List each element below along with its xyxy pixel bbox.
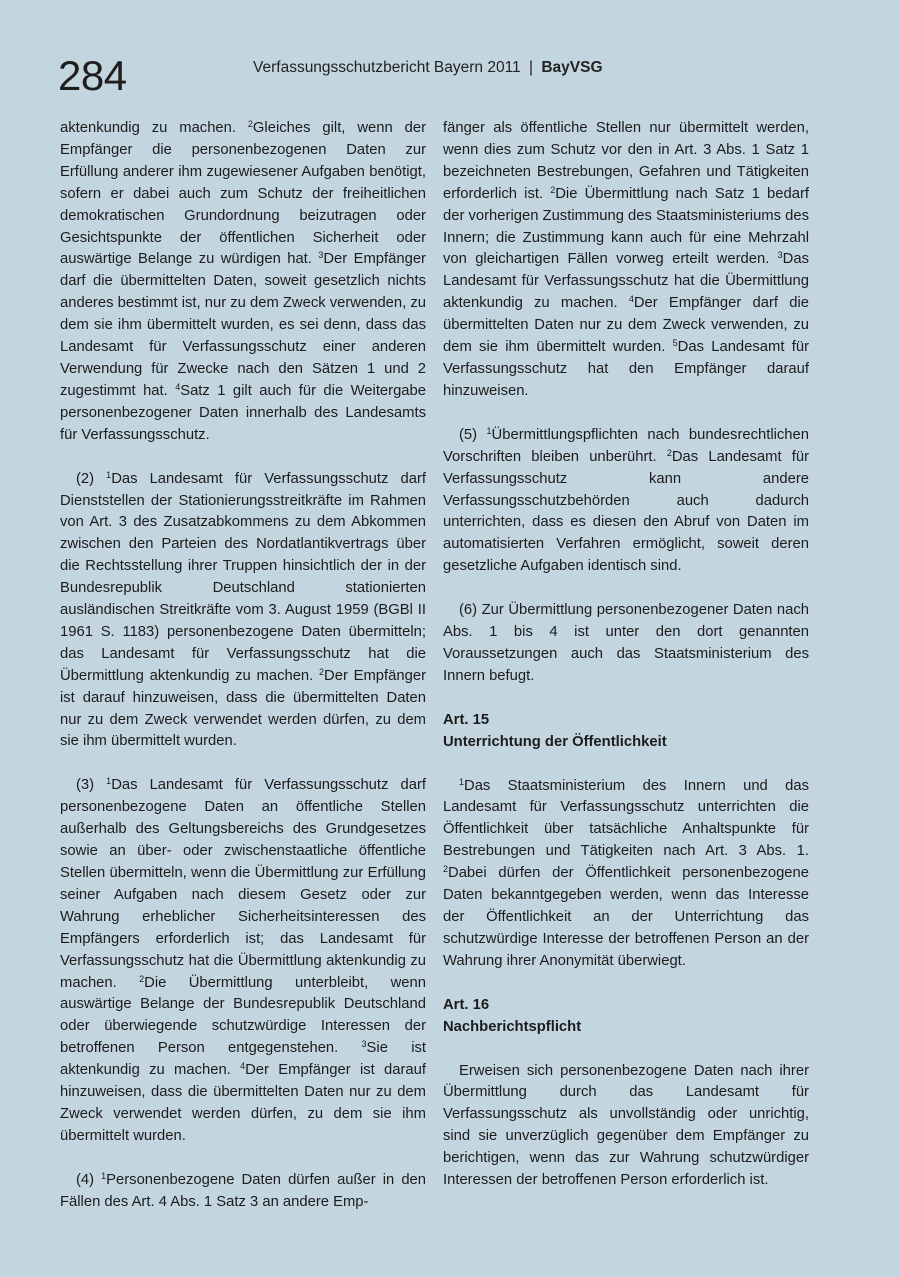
header-separator: |: [529, 59, 534, 76]
sentence-number: 1: [459, 776, 465, 787]
paragraph-text: (3): [76, 777, 107, 794]
sentence-number: 2: [550, 184, 556, 195]
paragraph: [443, 425, 809, 578]
paragraph-text: Der Empfänger ist darauf hinzuweisen, dass die übermittelten Daten nur zu dem Zweck verwendet werden dürfen, zu dem sie ihm übermittelt wurden.: [60, 667, 426, 750]
section-tag: BayVSG: [541, 59, 603, 76]
sentence-number: 1: [101, 1170, 107, 1181]
sentence-number: 3: [318, 250, 324, 261]
paragraph-text: Erweisen sich personenbezogene Daten nach ihrer Übermittlung durch das Landesamt für Verfassungsschutz als unvollständig oder unrichtig, sind sie unverzüglich gegenüber dem Empfänger zu berichtigen, wenn das zur Wahrung schutzwürdiger Interessen der betroffenen Person erforderlich ist.: [443, 1062, 809, 1189]
paragraph-text: Personenbezogene Daten dürfen außer in den Fällen des Art. 4 Abs. 1 Satz 3 an andere Emp-: [60, 1171, 427, 1210]
sentence-number: 2: [319, 666, 325, 677]
right-column: [443, 118, 809, 1214]
paragraph-text: Das Landesamt für Verfassungsschutz hat die Übermittlung aktenkundig zu machen.: [443, 251, 809, 312]
paragraph-text: Das Landesamt für Verfassungsschutz darf personenbezogene Daten an öffentliche Stellen außerhalb des Geltungsbereichs des Grundgesetzes sowie an über- oder zwischenstaatliche öffentliche Stellen übermitteln, wenn die Übermittlung zur Erfüllung seiner Aufgaben nach diesem Gesetz oder zur Wahrung erheblicher Sicherheitsinteressen des Empfängers erforderlich ist; das Landesamt für Verfassungsschutz hat die Übermittlung aktenkundig zu machen.: [60, 777, 426, 991]
paragraph-text: Die Übermittlung unterbleibt, wenn auswärtige Belange der Bundesrepublik Deutschland oder überwiegende schutzwürdige Interessen der betroffenen Person entgegenstehen.: [60, 974, 426, 1057]
paragraph-text: Das Landesamt für Verfassungsschutz darf Dienststellen der Stationierungsstreitkräfte im Rahmen von Art. 3 des Zusatzabkommens zu dem Abkommen zwischen den Parteien des Nordatlantikvertrags über die Rechtsstellung ihrer Truppen hinsichtlich der in der Bundesrepublik Deutschland stationierten ausländischen Streitkräfte vom 3. August 1959 (BGBl II 1961 S. 1183) personenbezogene Daten übermitteln; das Landesamt für Verfassungsschutz hat die Übermittlung aktenkundig zu machen.: [60, 470, 426, 684]
sentence-number: 3: [777, 250, 783, 261]
paragraph-text: Satz 1 gilt auch für die Weitergabe personenbezogener Daten innerhalb des Landesamts für Verfassungsschutz.: [60, 382, 426, 443]
sentence-number: 4: [175, 381, 181, 392]
paragraph-text: Gleiches gilt, wenn der Empfänger die personenbezogenen Daten zur Erfüllung anderer ihm zugewiesener Aufgaben benötigt, sofern er dabei auch zum Schutz der freiheitlichen demokratischen Grundordnung beizutragen oder Gesichtspunkte der öffentlichen Sicherheit oder auswärtige Belange zu würdigen hat.: [60, 120, 426, 268]
running-title: Verfassungsschutzbericht Bayern 2011: [253, 59, 521, 76]
paragraph: [443, 118, 809, 403]
sentence-number: 2: [139, 973, 145, 984]
sentence-number: 2: [443, 864, 449, 875]
paragraph: [443, 1061, 809, 1192]
sentence-number: 2: [247, 119, 253, 129]
paragraph-text: Die Übermittlung nach Satz 1 bedarf der vorherigen Zustimmung des Staatsministeriums des Innern; die Zustimmung kann auch für eine Mehrzahl von gleichartigen Fällen vorweg erteilt werden.: [443, 185, 809, 268]
paragraph-text: (5): [459, 426, 487, 443]
paragraph-text: aktenkundig zu machen.: [60, 120, 248, 136]
paragraph-text: Der Empfänger ist darauf hinzuweisen, dass die übermittelten Daten nur zu dem Zweck verwendet werden dürfen, zu dem sie ihm übermittelt wurden.: [60, 1062, 426, 1144]
article-number: Art. 15: [443, 711, 490, 728]
paragraph-text: Das Landesamt für Verfassungsschutz kann andere Verfassungsschutzbehörden auch dadurch unterrichten, dass es diesen den Abruf von Daten im automatisierten Verfahren ermöglicht, soweit deren gesetzliche Aufgaben identisch sind.: [443, 448, 810, 575]
article-title: Unterrichtung der Öffentlichkeit: [443, 733, 667, 750]
paragraph-text: Das Landesamt für Verfassungsschutz hat den Empfänger darauf hinzuweisen.: [443, 339, 809, 399]
sentence-number: 1: [106, 469, 112, 480]
page-number: 284: [58, 52, 127, 99]
paragraph-text: Sie ist aktenkundig zu machen.: [60, 1040, 426, 1079]
sentence-number: 4: [628, 294, 634, 305]
paragraph: [60, 775, 426, 1147]
sentence-number: 2: [666, 447, 672, 458]
paragraph-text: Der Empfänger darf die übermittelten Daten nur zu dem Zweck verwenden, zu dem sie ihm übermittelt wurden.: [443, 295, 809, 356]
paragraph-text: fänger als öffentliche Stellen nur übermittelt werden, wenn dies zum Schutz vor den in Art. 3 Abs. 1 Satz 1 bezeichneten Bestrebungen, Gefahren und Tätigkeiten erforderlich ist.: [443, 120, 809, 202]
paragraph-text: Dabei dürfen der Öffentlichkeit personenbezogene Daten bekanntgegeben werden, wenn das Interesse der Öffentlichkeit an der Unterrichtung das schutzwürdige Interesse der betroffenen Person an der Wahrung ihrer Anonymität überwiegt.: [443, 865, 809, 969]
sentence-number: 3: [361, 1039, 367, 1050]
article-heading-15: [443, 710, 809, 754]
paragraph-text: Übermittlungspflichten nach bundesrechtlichen Vorschriften bleiben unberührt.: [443, 426, 809, 465]
paragraph-text: (2): [76, 470, 107, 487]
paragraph-text: (6) Zur Übermittlung personenbezogener Daten nach Abs. 1 bis 4 ist unter den dort genannten Voraussetzungen auch das Staatsministerium des Innern befugt.: [443, 602, 809, 684]
paragraph-text: (4): [76, 1171, 102, 1188]
article-number: Art. 16: [443, 996, 490, 1013]
sentence-number: 5: [672, 338, 678, 349]
paragraph: [443, 776, 809, 973]
article-title: Nachberichtspflicht: [443, 1018, 582, 1035]
running-header: [253, 58, 603, 78]
sentence-number: 4: [240, 1061, 246, 1072]
sentence-number: 1: [486, 425, 492, 436]
article-heading-16: [443, 995, 809, 1039]
paragraph-text: Das Staatsministerium des Innern und das Landesamt für Verfassungsschutz unterrichten die Öffentlichkeit über tatsächliche Anhaltspunkte für Bestrebungen und Tätigkeiten nach Art. 3 Abs. 1.: [443, 777, 809, 860]
paragraph: [443, 600, 809, 688]
paragraph-text: Der Empfänger darf die übermittelten Daten, soweit gesetzlich nichts anderes bestimmt ist, nur zu dem Zweck verwenden, zu dem sie ihm übermittelt wurden, es sei denn, dass das Landesamt für Verfassungsschutz einer anderen Verwendung für Zwecke nach den Sätzen 1 und 2 zugestimmt hat.: [60, 251, 426, 399]
paragraph: [60, 469, 426, 754]
left-column: [60, 118, 426, 1236]
paragraph: [60, 118, 426, 447]
paragraph: [60, 1170, 426, 1214]
sentence-number: 1: [106, 776, 112, 787]
